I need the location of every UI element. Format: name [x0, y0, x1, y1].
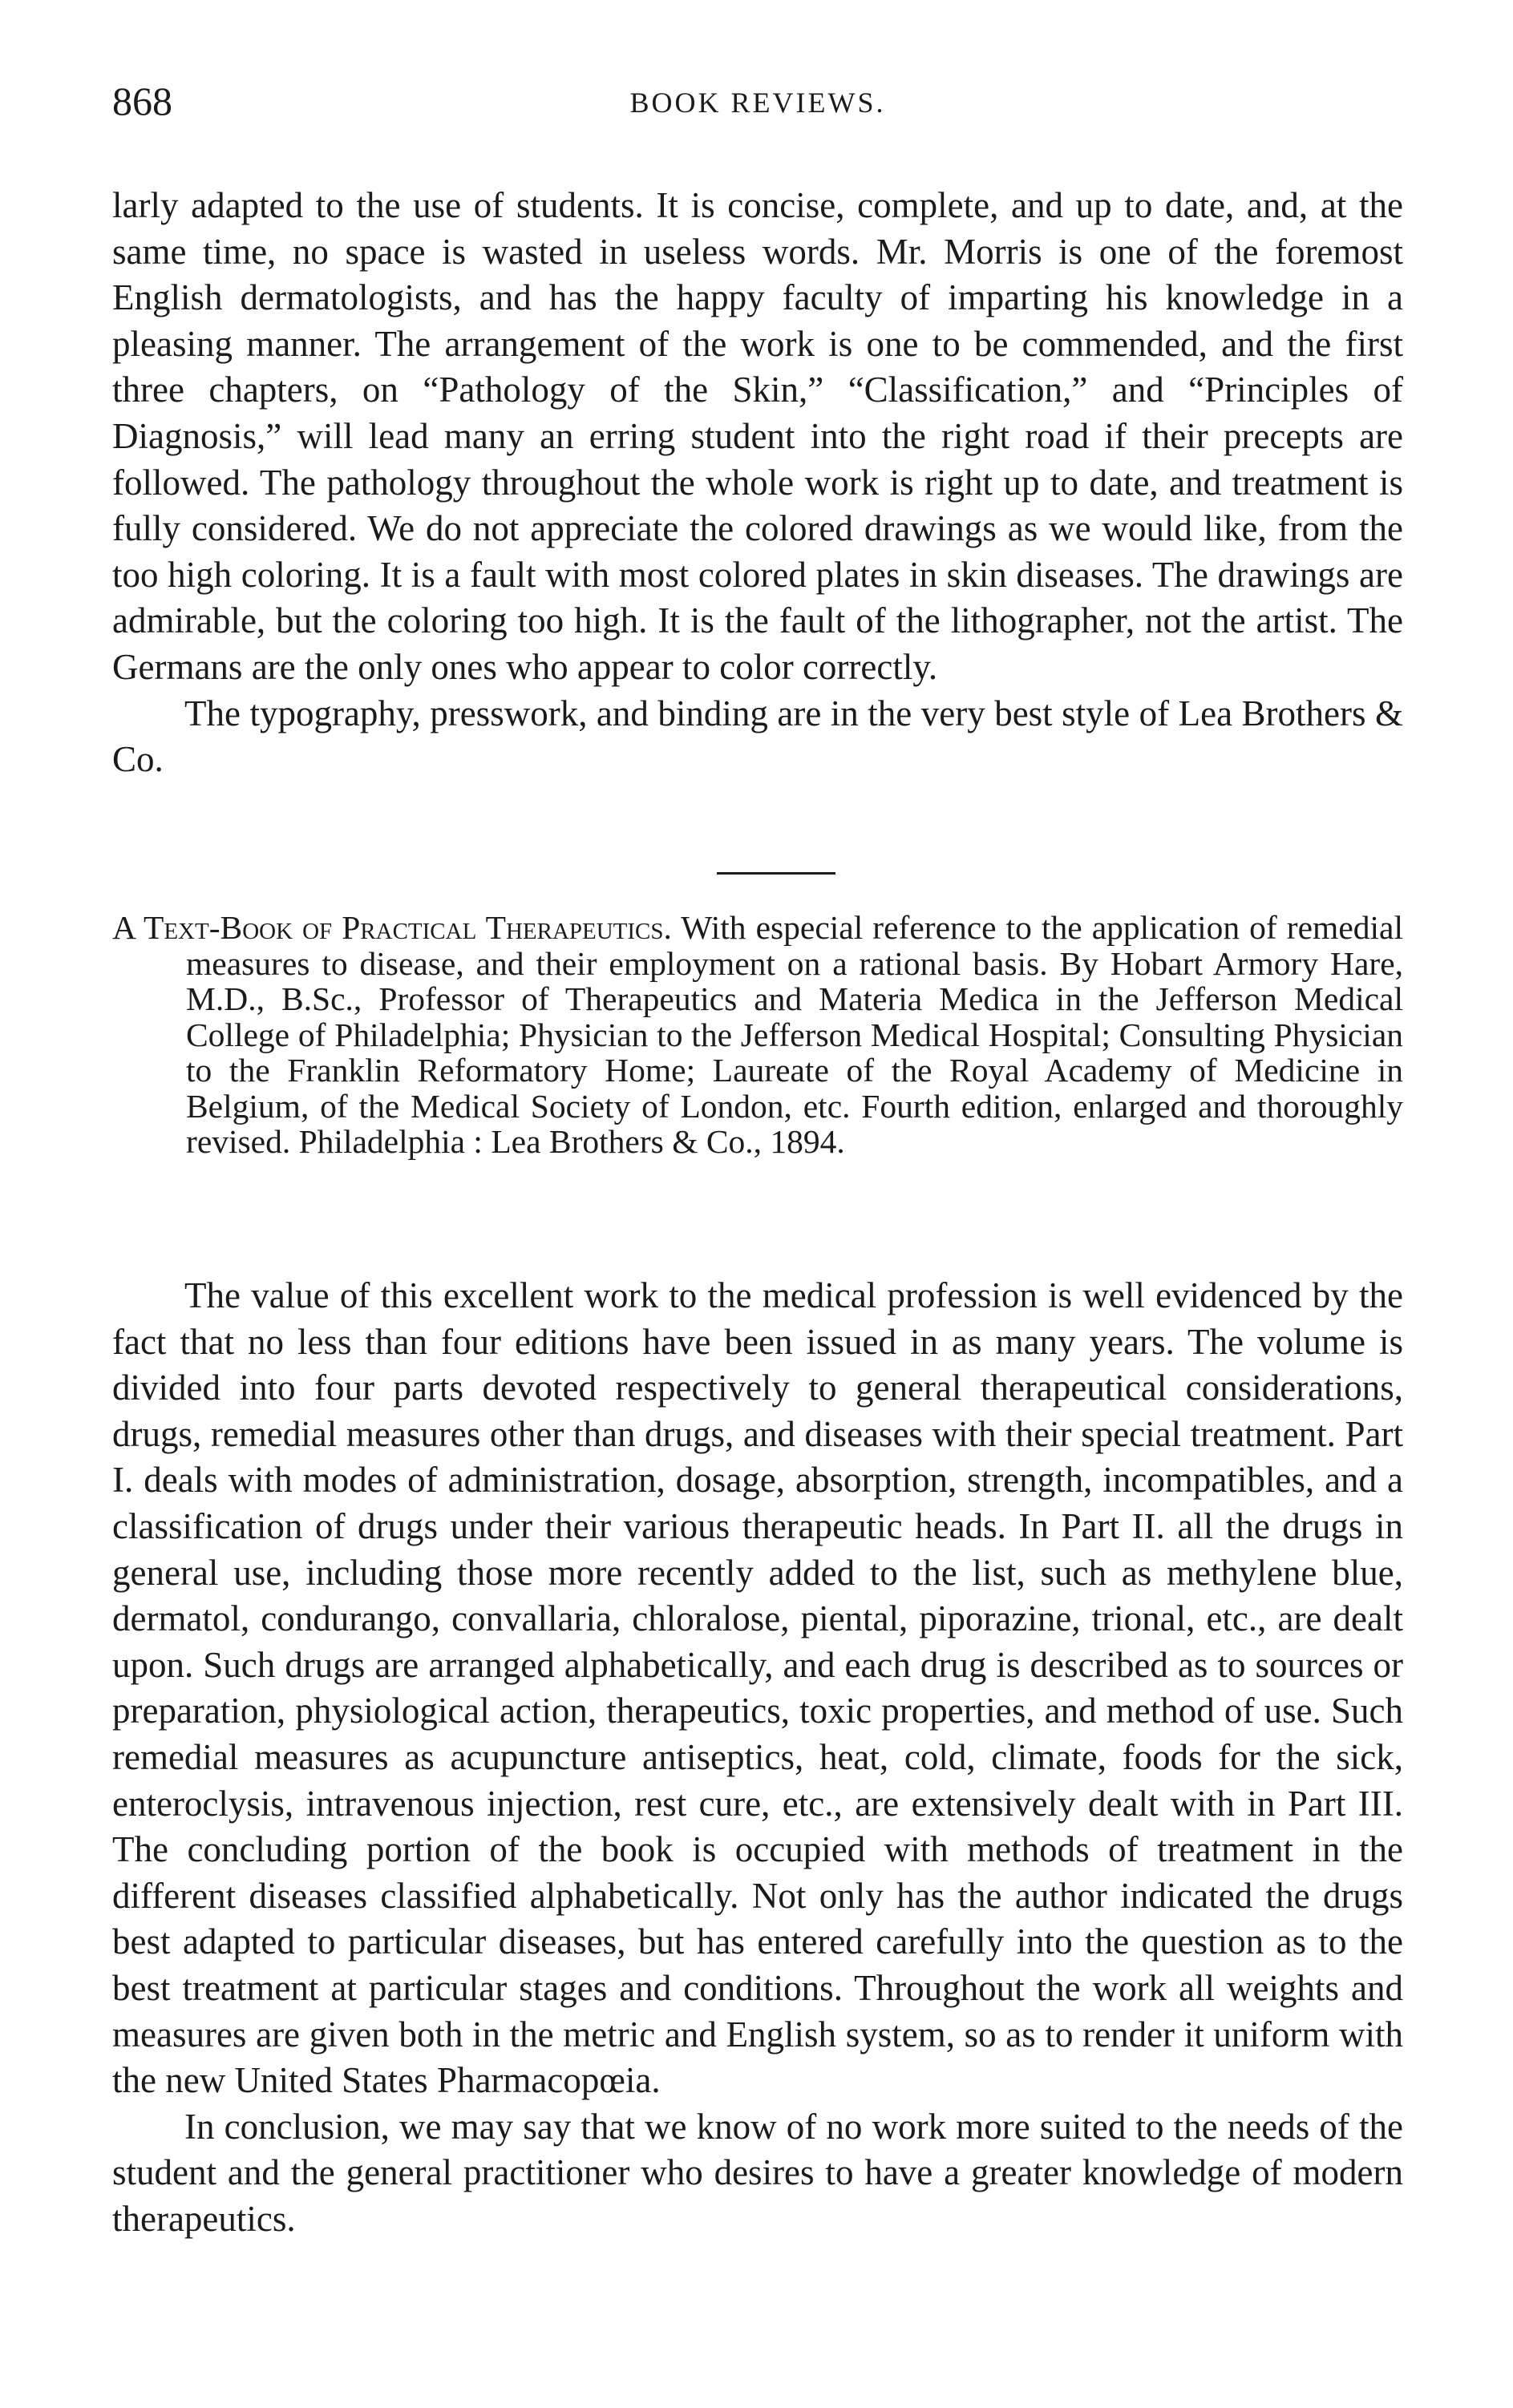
page-header	[112, 77, 1403, 141]
review-conclusion-paragraph: In conclusion, we may say that we know of no work more suited to the needs of the student and the general practitioner who desires to have a greater knowledge of modern therapeutics.	[112, 2106, 1403, 2239]
review-closing-paragraph: The typography, presswork, and binding are in the very best style of Lea Brothers & Co.	[112, 693, 1403, 780]
section-divider	[717, 872, 835, 875]
book-citation	[112, 910, 1403, 1160]
review-continued-paragraph: larly adapted to the use of students. It is concise, complete, and up to date, and, at the same time, no space is wasted in useless words. Mr. Morris is one of the foremost English dermatologists, and has the happy faculty of imparting his knowledge in a pleasing manner. The arrangement of the work is one to be commended, and the first three chapters, on “Pathology of the Skin,” “Classification,” and “Principles of Diagnosis,” will lead many an erring student into the right road if their precepts are followed. The pathology throughout the whole work is right up to date, and treatment is fully considered. We do not appreciate the colored drawings as we would like, from the too high coloring. It is a fault with most colored plates in skin diseases. The drawings are admirable, but the coloring too high. It is the fault of the lithographer, not the artist. The Germans are the only ones who appear to color correctly.	[112, 185, 1403, 687]
running-head: BOOK REVIEWS.	[629, 87, 886, 119]
book-title: A Text-Book of Practical Therapeutics.	[112, 909, 672, 946]
review-paragraph: The value of this excellent work to the medical profession is well evidenced by the fact that no less than four editions have been issued in as many years. The volume is divided into four parts devoted respectively to general therapeutical considerations, drugs, remedial measures other than drugs, and diseases with their special treatment. Part I. deals with modes of administration, dosage, absorption, strength, incompatibles, and a classification of drugs under their various therapeutic heads. In Part II. all the drugs in general use, including those more recently added to the list, such as methylene blue, dermatol, condurango, convallaria, chloralose, piental, piporazine, trional, etc., are dealt upon. Such drugs are arranged alphabetically, and each drug is described as to sources or preparation, physiological action, therapeutics, toxic properties, and method of use. Such remedial measures as acupuncture antiseptics, heat, cold, climate, foods for the sick, enteroclysis, intravenous injection, rest cure, etc., are extensively dealt with in Part III. The concluding portion of the book is occupied with methods of treatment in the different diseases classified alphabetically. Not only has the author indicated the drugs best adapted to particular diseases, but has entered carefully into the question as to the best treatment at particular stages and conditions. Throughout the work all weights and measures are given both in the metric and English system, so as to render it uniform with the new United States Pharmacopœia.	[112, 1275, 1403, 2101]
previous-review-continuation	[112, 183, 1403, 783]
book-details: With especial reference to the application of remedial measures to disease, and their employment on a rational basis. By Hobart Armory Hare, M.D., B.Sc., Professor of Therapeutics and Materia Medica in the Jefferson Medical College of Philadelphia; Physician to the Jefferson Medical Hospital; Consulting Physician to the Franklin Reformatory Home; Laureate of the Royal Academy of Medicine in Belgium, of the Medical Society of London, etc. Fourth edition, enlarged and thoroughly revised. Philadelphia : Lea Brothers & Co., 1894.	[186, 909, 1403, 1160]
review-body	[112, 1273, 1403, 2242]
page-number: 868	[112, 79, 172, 123]
